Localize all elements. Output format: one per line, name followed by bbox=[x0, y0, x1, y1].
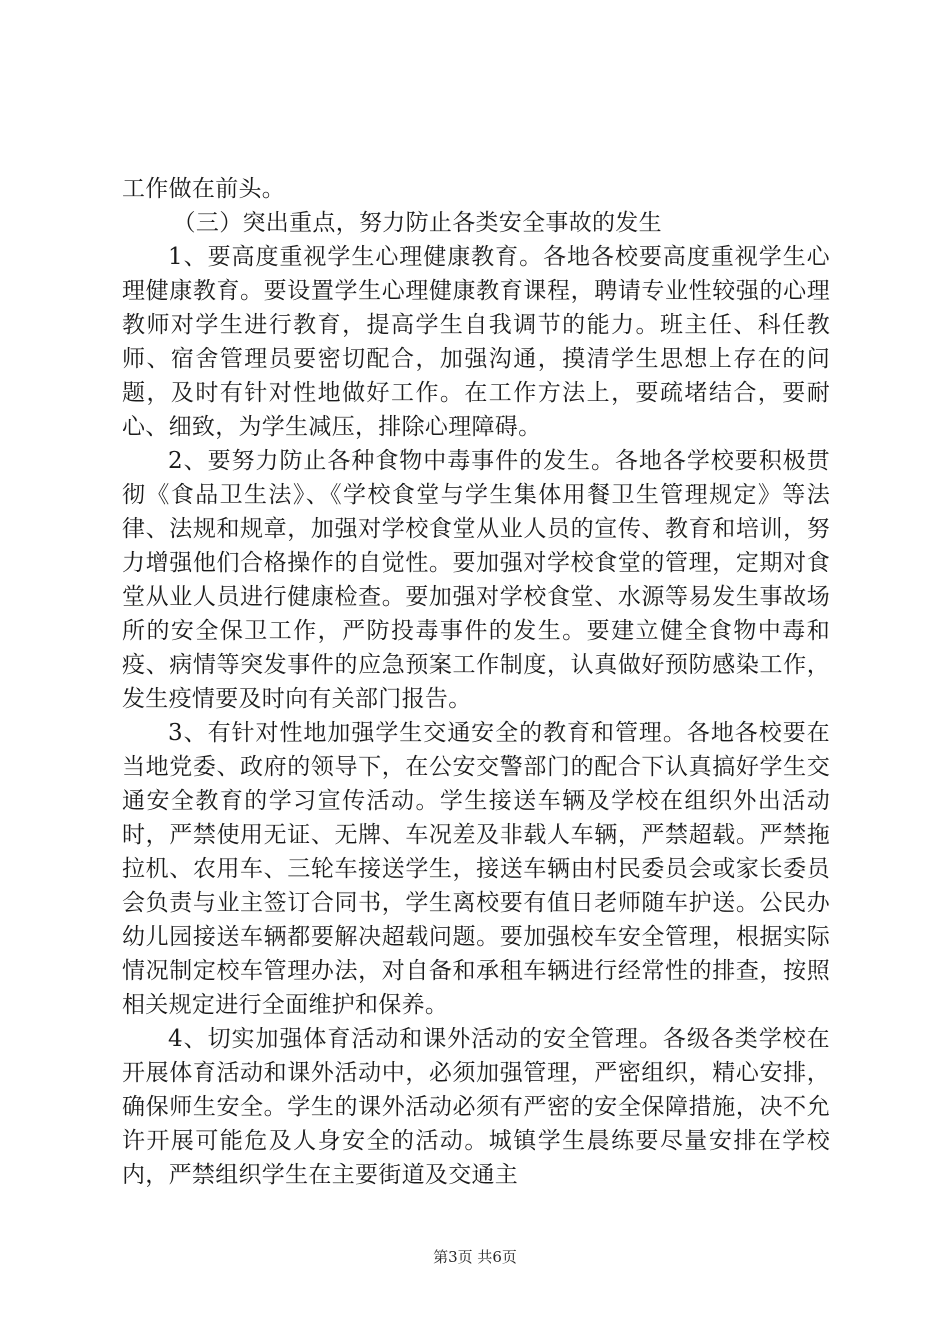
paragraph-sports-activities: 4、切实加强体育活动和课外活动的安全管理。各级各类学校在开展体育活动和课外活动中，必须加强管理，严密组织，精心安排，确保师生安全。学生的课外活动必须有严密的安全保障措施，决不允许开展可能危及人身安全的活动。城镇学生晨练要尽量安排在学校内，严禁组织学生在主要街道及交通主 bbox=[122, 1026, 830, 1188]
paragraph-traffic-safety: 3、有针对性地加强学生交通安全的教育和管理。各地各校要在当地党委、政府的领导下，在公安交警部门的配合下认真搞好学生交通安全教育的学习宣传活动。学生接送车辆及学校在组织外出活动时，严禁使用无证、无牌、车况差及非载人车辆，严禁超载。严禁拖拉机、农用车、三轮车接送学生，接送车辆由村民委员会或家长委员会负责与业主签订合同书，学生离校要有值日老师随车护送。公民办幼儿园接送车辆都要解决超载问题。要加强校车安全管理，根据实际情况制定校车管理办法，对自备和承租车辆进行经常性的排查，按照相关规定进行全面维护和保养。 bbox=[122, 720, 830, 1018]
page-number-footer: 第3页 共6页 bbox=[433, 1248, 517, 1266]
paragraph-psychological-health: 1、要高度重视学生心理健康教育。各地各校要高度重视学生心理健康教育。要设置学生心理健康教育课程，聘请专业性较强的心理教师对学生进行教育，提高学生自我调节的能力。班主任、科任教师、宿舍管理员要密切配合，加强沟通，摸清学生思想上存在的问题，及时有针对性地做好工作。在工作方法上，要疏堵结合，要耐心、细致，为学生减压，排除心理障碍。 bbox=[122, 244, 830, 440]
continuation-paragraph: 工作做在前头。 bbox=[122, 176, 286, 202]
section-heading: （三）突出重点，努力防止各类安全事故的发生 bbox=[172, 210, 662, 236]
document-body bbox=[122, 172, 830, 1192]
paragraph-food-poisoning: 2、要努力防止各种食物中毒事件的发生。各地各学校要积极贯彻《食品卫生法》、《学校食堂与学生集体用餐卫生管理规定》等法律、法规和规章，加强对学校食堂从业人员的宣传、教育和培训，努力增强他们合格操作的自觉性。要加强对学校食堂的管理，定期对食堂从业人员进行健康检查。要加强对学校食堂、水源等易发生事故场所的安全保卫工作，严防投毒事件的发生。要建立健全食物中毒和疫、病情等突发事件的应急预案工作制度，认真做好预防感染工作，发生疫情要及时向有关部门报告。 bbox=[122, 448, 830, 712]
